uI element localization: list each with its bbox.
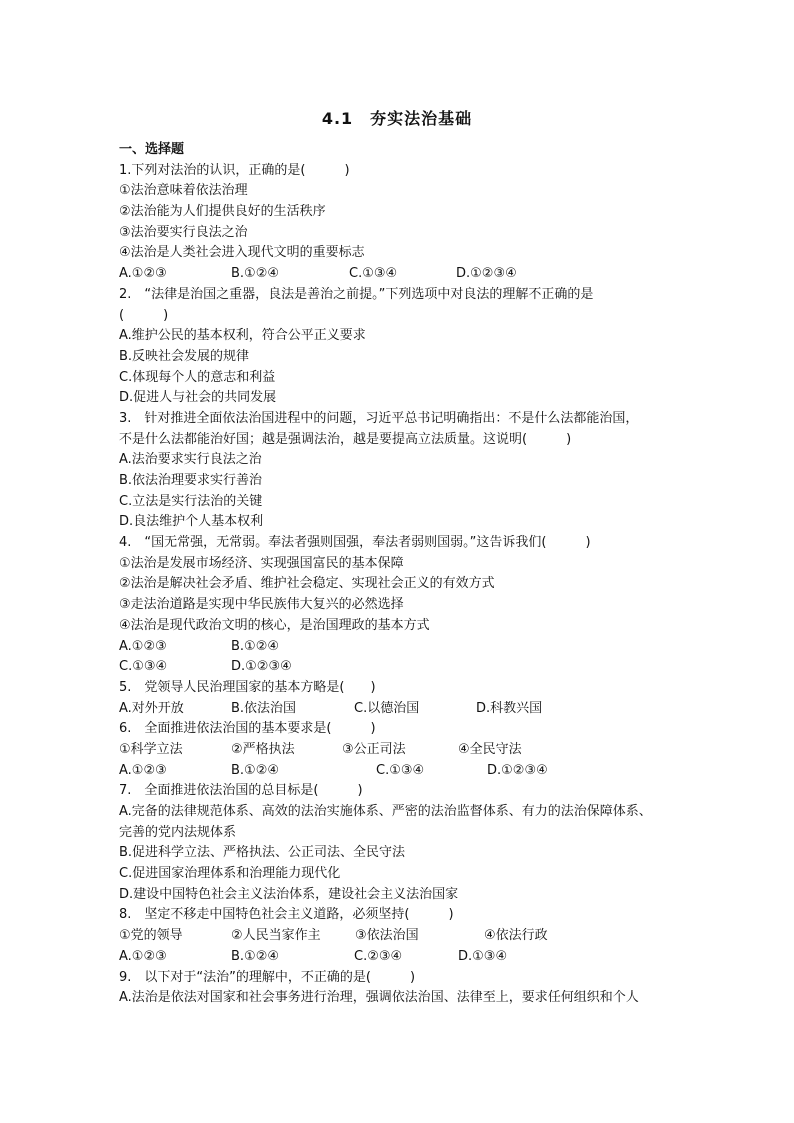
question-2-stem: 2. “法律是治国之重器，良法是善治之前提。”下列选项中对良法的理解不正确的是 bbox=[119, 286, 594, 302]
option-b[interactable]: B.依法治理要求实行善治 bbox=[119, 473, 263, 488]
question-6-stem: 6. 全面推进依法治国的基本要求是( ) bbox=[119, 721, 376, 737]
question-5-stem: 5. 党领导人民治理国家的基本方略是( ) bbox=[119, 679, 376, 695]
question-5-options bbox=[119, 699, 689, 720]
question-3-stem: 3. 针对推进全面依法治国进程中的问题，习近平总书记明确指出：不是什么法都能治国， bbox=[119, 410, 639, 426]
option-a[interactable]: A.①②③ bbox=[119, 638, 167, 654]
option-c[interactable]: C.立法是实行法治的关键 bbox=[119, 493, 263, 509]
option-d[interactable]: D.良法维护个人基本权利 bbox=[119, 514, 264, 530]
question-8-item: ②人民当家作主 bbox=[231, 928, 321, 944]
option-a[interactable]: A.①②③ bbox=[119, 948, 167, 964]
question-1-options bbox=[119, 264, 689, 285]
question-8-item: ④依法行政 bbox=[484, 928, 548, 944]
question-4-stem: 4. “国无常强，无常弱。奉法者强则国强，奉法者弱则国弱。”这告诉我们( ) bbox=[119, 535, 591, 551]
option-c[interactable]: C.促进国家治理体系和治理能力现代化 bbox=[119, 866, 341, 882]
question-1-item: ③法治要实行良法之治 bbox=[119, 224, 248, 240]
option-c[interactable]: C.①③④ bbox=[376, 762, 425, 778]
question-8-item: ③依法治国 bbox=[355, 928, 419, 944]
question-6-item: ③公正司法 bbox=[342, 741, 406, 757]
option-c[interactable]: C.②③④ bbox=[354, 948, 403, 964]
option-c[interactable]: C.体现每个人的意志和利益 bbox=[119, 369, 276, 385]
question-6-item: ②严格执法 bbox=[231, 741, 295, 757]
question-1-item: ④法治是人类社会进入现代文明的重要标志 bbox=[119, 245, 365, 261]
question-6-items bbox=[119, 740, 689, 761]
question-8-items bbox=[119, 926, 689, 947]
option-d[interactable]: D.①②③④ bbox=[456, 266, 517, 282]
option-c[interactable]: C.①③④ bbox=[349, 266, 398, 282]
option-d[interactable]: D.促进人与社会的共同发展 bbox=[119, 390, 277, 406]
option-b[interactable]: B.①②④ bbox=[231, 266, 280, 282]
option-b[interactable]: B.反映社会发展的规律 bbox=[119, 348, 250, 364]
question-1-item: ②法治能为人们提供良好的生活秩序 bbox=[119, 204, 326, 220]
option-b[interactable]: B.①②④ bbox=[231, 762, 280, 778]
section-heading: 一、选择题 bbox=[119, 142, 185, 157]
question-8-item: ①党的领导 bbox=[119, 928, 183, 944]
question-4-item: ④法治是现代政治文明的核心，是治国理政的基本方式 bbox=[119, 617, 430, 633]
option-a-cont[interactable]: 完善的党内法规体系 bbox=[119, 824, 237, 840]
option-b[interactable]: B.促进科学立法、严格执法、公正司法、全民守法 bbox=[119, 845, 406, 861]
option-a[interactable]: A.①②③ bbox=[119, 266, 167, 282]
option-a[interactable]: A.法治要求实行良法之治 bbox=[119, 452, 262, 468]
option-d[interactable]: D.①②③④ bbox=[231, 659, 292, 675]
option-c[interactable]: C.以德治国 bbox=[354, 700, 420, 716]
question-6-options bbox=[119, 761, 689, 782]
option-b[interactable]: B.①②④ bbox=[231, 638, 280, 654]
question-1-stem: 1.下列对法治的认识，正确的是( ) bbox=[119, 162, 350, 178]
question-4-item: ①法治是发展市场经济、实现强国富民的基本保障 bbox=[119, 555, 404, 571]
option-a[interactable]: A.①②③ bbox=[119, 762, 167, 778]
option-d[interactable]: D.建设中国特色社会主义法治体系，建设社会主义法治国家 bbox=[119, 886, 459, 902]
option-d[interactable]: D.①②③④ bbox=[487, 762, 548, 778]
option-d[interactable]: D.①③④ bbox=[458, 948, 508, 964]
question-list bbox=[119, 140, 689, 1009]
option-a[interactable]: A.完备的法律规范体系、高效的法治实施体系、严密的法治监督体系、有力的法治保障体系、 bbox=[119, 804, 652, 819]
question-4-item: ③走法治道路是实现中华民族伟大复兴的必然选择 bbox=[119, 597, 404, 613]
option-d[interactable]: D.科教兴国 bbox=[476, 700, 543, 716]
question-4-item: ②法治是解决社会矛盾、维护社会稳定、实现社会正义的有效方式 bbox=[119, 576, 495, 592]
question-3-stem-cont: 不是什么法都能治好国；越是强调法治，越是要提高立法质量。这说明( ) bbox=[119, 431, 572, 447]
option-a[interactable]: A.对外开放 bbox=[119, 700, 184, 716]
option-b[interactable]: B.依法治国 bbox=[231, 700, 297, 716]
question-7-stem: 7. 全面推进依法治国的总目标是( ) bbox=[119, 783, 363, 799]
question-9-stem: 9. 以下对于“法治”的理解中，不正确的是( ) bbox=[119, 969, 416, 985]
option-a[interactable]: A.维护公民的基本权利，符合公平正义要求 bbox=[119, 328, 366, 344]
question-4-options-row-1 bbox=[119, 637, 689, 658]
question-6-item: ①科学立法 bbox=[119, 741, 183, 757]
page-title: 4.1 夯实法治基础 bbox=[321, 109, 473, 128]
question-4-options-row-2 bbox=[119, 657, 689, 678]
question-1-item: ①法治意味着依法治理 bbox=[119, 183, 248, 199]
option-a[interactable]: A.法治是依法对国家和社会事务进行治理，强调依法治国、法律至上，要求任何组织和个人 bbox=[119, 990, 639, 1006]
question-6-item: ④全民守法 bbox=[458, 741, 522, 757]
question-8-options bbox=[119, 947, 689, 968]
question-2-stem-cont: ( ) bbox=[119, 307, 169, 323]
option-b[interactable]: B.①②④ bbox=[231, 948, 280, 964]
option-c[interactable]: C.①③④ bbox=[119, 659, 168, 675]
question-8-stem: 8. 坚定不移走中国特色社会主义道路，必须坚持( ) bbox=[119, 907, 454, 923]
